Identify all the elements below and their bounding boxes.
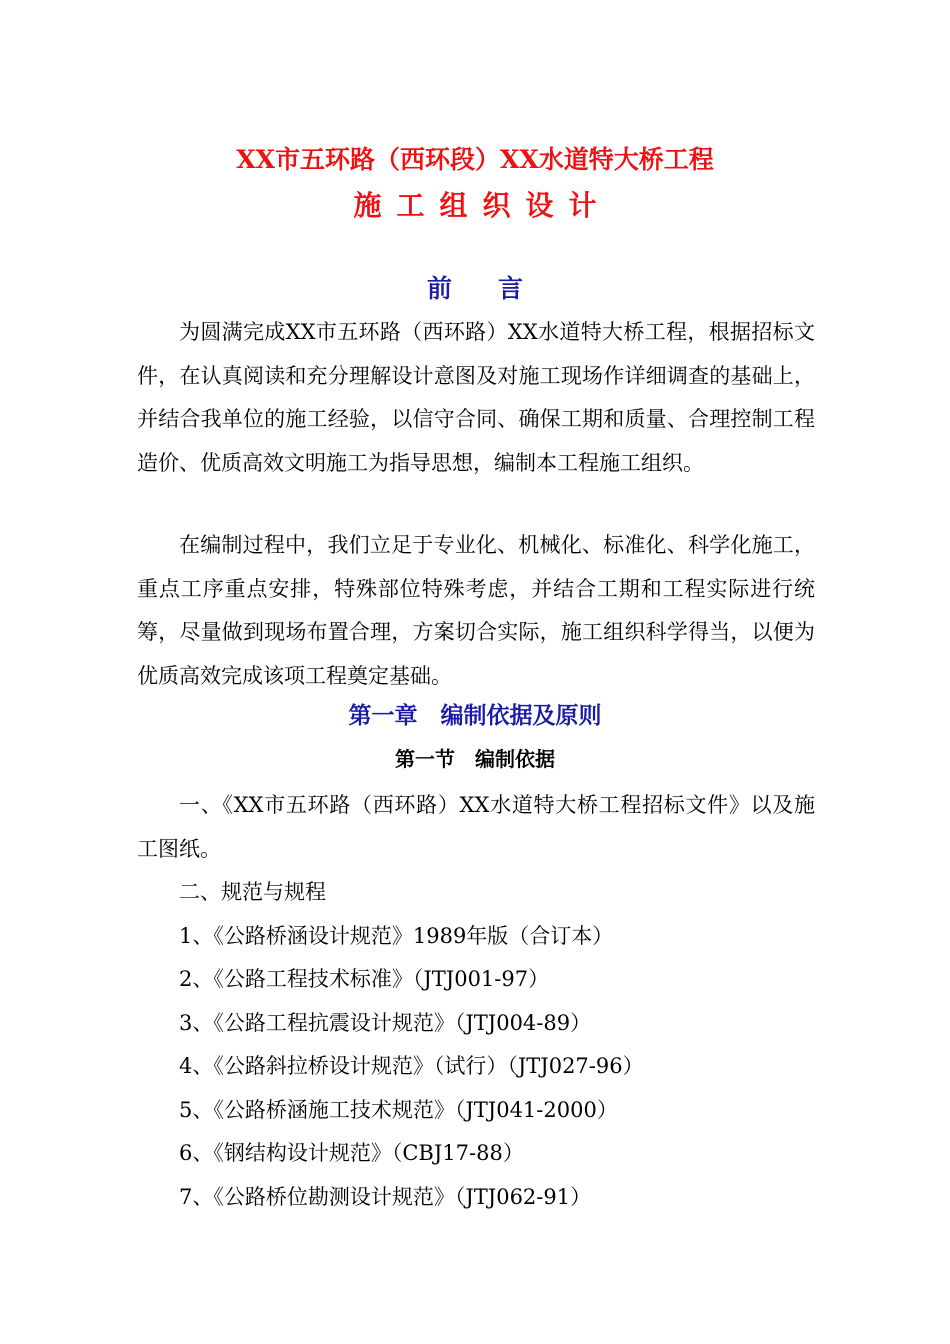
foreword-heading: 前言 [426, 274, 569, 303]
foreword-paragraph: 在编制过程中，我们立足于专业化、机械化、标准化、科学化施工，重点工序重点安排，特殊部位特殊考虑，并结合工期和工程实际进行统筹，尽量做到现场布置合理，方案切合实际，施工组织科学得当，以便为优质高效完成该项工程奠定基础。 [137, 533, 815, 688]
foreword-paragraph-2-block [137, 524, 815, 698]
standard-item: 4、《公路斜拉桥设计规范》（试行）（JTJ027-96） [179, 1054, 644, 1078]
basis-item: 一、《XX市五环路（西环路）XX水道特大桥工程招标文件》以及施工图纸。 [137, 793, 815, 861]
foreword-paragraph-1-block [137, 311, 815, 485]
standard-item: 6、《钢结构设计规范》（CBJ17-88） [179, 1141, 524, 1165]
standard-item: 5、《公路桥涵施工技术规范》（JTJ041-2000） [179, 1097, 618, 1122]
foreword-paragraph: 为圆满完成XX市五环路（西环路）XX水道特大桥工程，根据招标文件，在认真阅读和充分理解设计意图及对施工现场作详细调查的基础上，并结合我单位的施工经验，以信守合同、确保工期和质量、合理控制工程造价、优质高效文明施工为指导思想，编制本工程施工组织。 [137, 320, 815, 475]
basis-item: 二、规范与规程 [179, 880, 326, 904]
standard-item: 7、《公路桥位勘测设计规范》（JTJ062-91） [179, 1184, 592, 1209]
document-title: XX市五环路（西环段）XX水道特大桥工程 [236, 145, 714, 174]
section-heading: 第一节 编制依据 [395, 747, 555, 771]
document-subtitle: 施工组织设计 [353, 189, 612, 222]
chapter-heading: 第一章 编制依据及原则 [348, 702, 602, 729]
standard-item: 3、《公路工程抗震设计规范》（JTJ004-89） [179, 1010, 592, 1035]
standard-item: 2、《公路工程技术标准》（JTJ001-97） [179, 967, 550, 991]
standard-item: 1、《公路桥涵设计规范》1989年版（合订本） [179, 923, 614, 948]
basis-list [137, 784, 815, 1219]
